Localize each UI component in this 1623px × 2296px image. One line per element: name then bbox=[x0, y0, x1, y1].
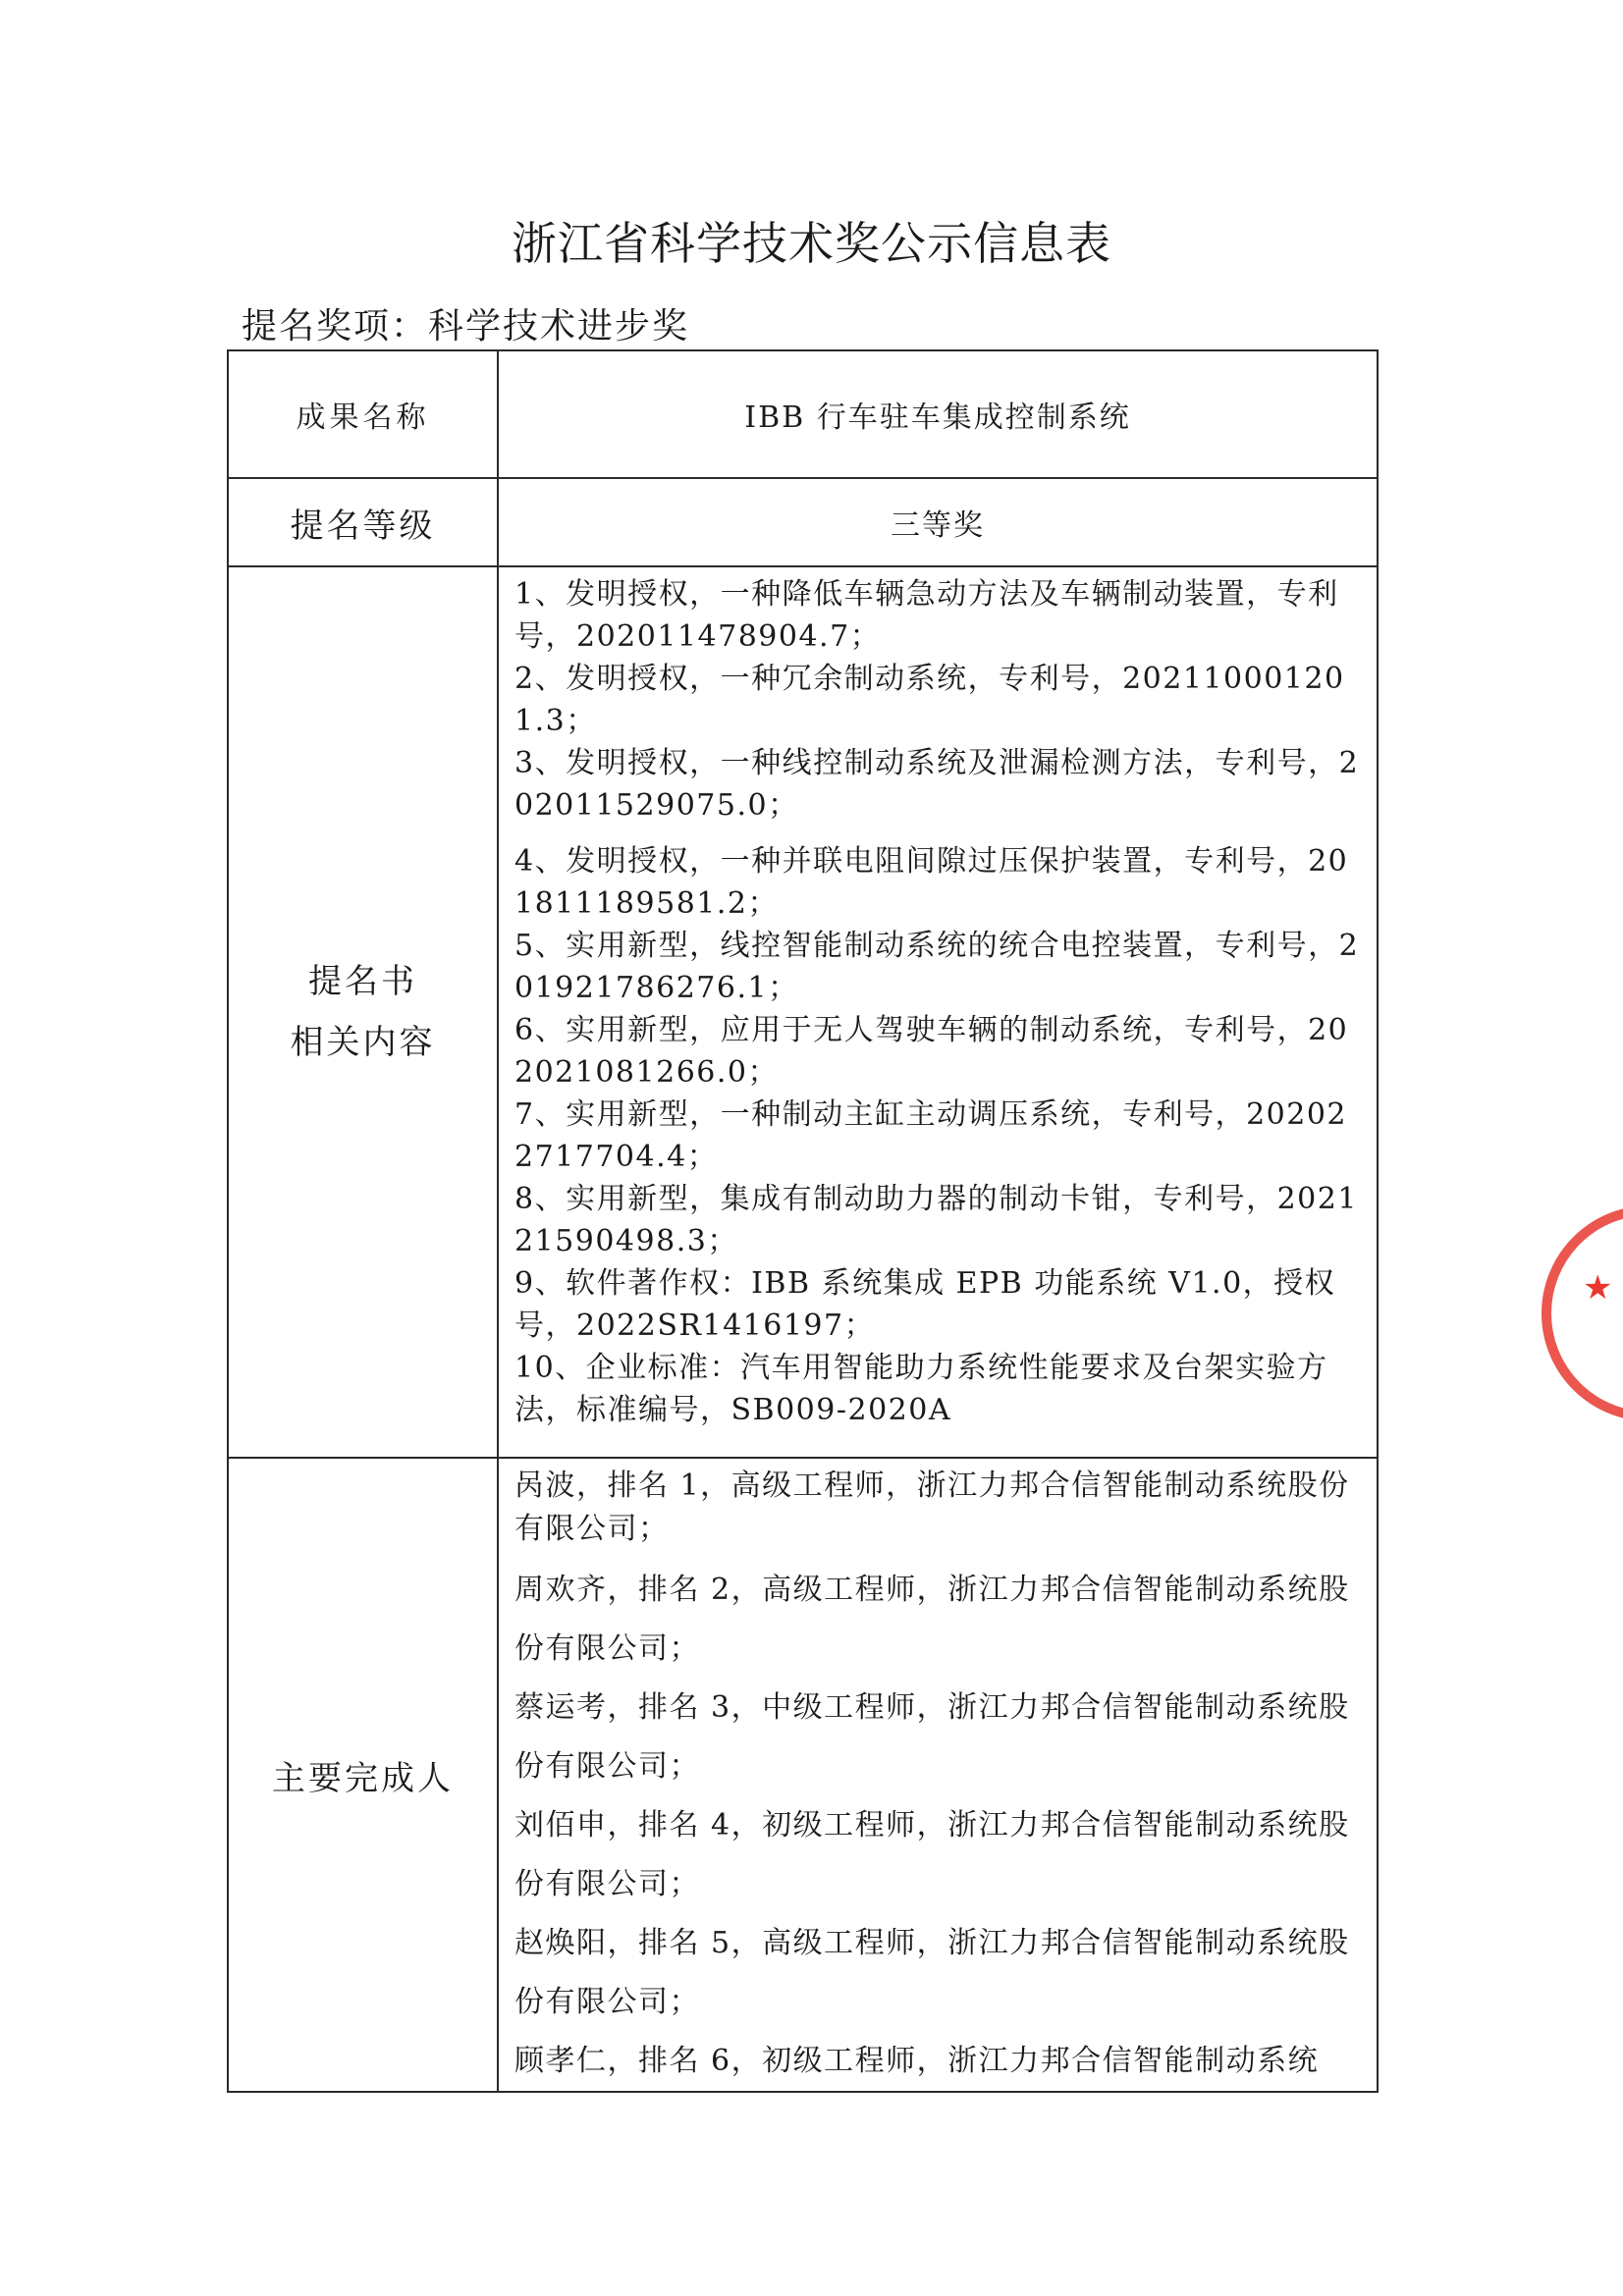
list-item: 蔡运考，排名 3，中级工程师，浙江力邦合信智能制动系统股份有限公司； bbox=[514, 1690, 1350, 1784]
achievement-name-value: IBB 行车驻车集成控制系统 bbox=[498, 350, 1378, 478]
list-item: 2、发明授权，一种冗余制动系统，专利号，202110001201.3； bbox=[514, 662, 1345, 738]
nomination-content-label-line2: 相关内容 bbox=[290, 1023, 436, 1062]
list-item: 1、发明授权，一种降低车辆急动方法及车辆制动装置，专利号，202011478904.7； bbox=[514, 577, 1339, 654]
table-row bbox=[228, 350, 1378, 478]
list-item: 赵焕阳，排名 5，高级工程师，浙江力邦合信智能制动系统股份有限公司； bbox=[514, 1926, 1350, 2019]
document-title: 浙江省科学技术奖公示信息表 bbox=[512, 217, 1111, 270]
list-item: 周欢齐，排名 2，高级工程师，浙江力邦合信智能制动系统股份有限公司； bbox=[514, 1573, 1350, 1666]
list-item: 8、实用新型，集成有制动助力器的制动卡钳，专利号，202121590498.3； bbox=[514, 1182, 1358, 1258]
info-table bbox=[227, 349, 1379, 2093]
list-item: 4、发明授权，一种并联电阻间隙过压保护装置，专利号，201811189581.2； bbox=[514, 844, 1349, 921]
nomination-content-value bbox=[498, 566, 1378, 1458]
list-item: 5、实用新型，线控智能制动系统的统合电控装置，专利号，201921786276.1； bbox=[514, 929, 1360, 1005]
main-contributors-label: 主要完成人 bbox=[228, 1458, 498, 2092]
list-item: 6、实用新型，应用于无人驾驶车辆的制动系统，专利号，202021081266.0； bbox=[514, 1013, 1349, 1090]
list-item: 10、企业标准：汽车用智能助力系统性能要求及台架实验方法，标准编号，SB009-2020A bbox=[514, 1351, 1328, 1427]
table-row bbox=[228, 1458, 1378, 2092]
achievement-name-label: 成果名称 bbox=[228, 350, 498, 478]
list-item: 顾孝仁，排名 6，初级工程师，浙江力邦合信智能制动系统 bbox=[514, 2044, 1320, 2078]
company-seal bbox=[1542, 1205, 1623, 1421]
list-item: 9、软件著作权：IBB 系统集成 EPB 功能系统 V1.0，授权号，2022SR1416197； bbox=[514, 1266, 1336, 1343]
table-row bbox=[228, 566, 1378, 1458]
nomination-content-label-line1: 提名书 bbox=[308, 962, 417, 1001]
list-item: 7、实用新型，一种制动主缸主动调压系统，专利号，202022717704.4； bbox=[514, 1097, 1348, 1174]
seal-star-icon: ★ bbox=[1583, 1268, 1613, 1308]
table-row bbox=[228, 478, 1378, 566]
main-contributors-value bbox=[498, 1458, 1378, 2092]
nomination-content-label bbox=[228, 566, 498, 1458]
list-item: 刘佰申，排名 4，初级工程师，浙江力邦合信智能制动系统股份有限公司； bbox=[514, 1808, 1350, 1901]
list-item: 3、发明授权，一种线控制动系统及泄漏检测方法，专利号，202011529075.0； bbox=[514, 746, 1360, 823]
nomination-level-value: 三等奖 bbox=[498, 478, 1378, 566]
nomination-level-label: 提名等级 bbox=[228, 478, 498, 566]
list-item: 呙波，排名 1，高级工程师，浙江力邦合信智能制动系统股份有限公司； bbox=[514, 1468, 1350, 1546]
award-category: 提名奖项：科学技术进步奖 bbox=[242, 306, 690, 347]
